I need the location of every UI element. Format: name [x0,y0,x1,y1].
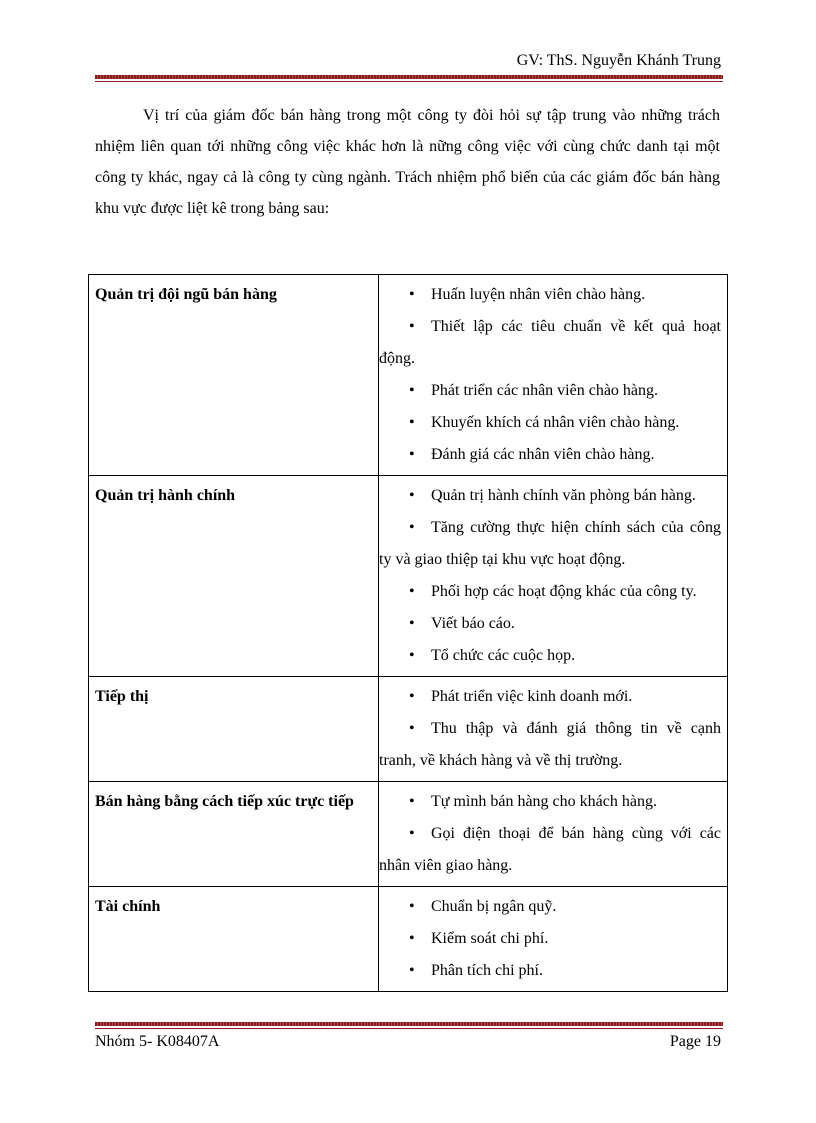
list-item [379,713,721,777]
bullet-icon: • [409,615,415,632]
bullet-icon: • [409,930,415,947]
bullet-icon: • [409,519,415,536]
list-item-text: Chuẩn bị ngân quỹ. [431,898,557,915]
list-item [379,640,721,672]
items-cell [379,275,728,476]
category-cell [89,275,379,476]
bullet-icon: • [409,487,415,504]
bullet-icon: • [409,962,415,979]
category-cell [89,476,379,677]
table-row [89,782,728,887]
bullet-icon: • [409,414,415,431]
items-cell [379,887,728,992]
list-item-text: Thiết lập các tiêu chuẩn về kết quả hoạt động. [379,318,721,367]
list-item [379,407,721,439]
category-label: Bán hàng bằng cách tiếp xúc trực tiếp [95,793,354,810]
list-item-text: Gọi điện thoại để bán hàng cùng với các nhân viên giao hàng. [379,825,721,874]
list-item [379,279,721,311]
list-item-text: Phân tích chi phí. [431,962,543,979]
table-row [89,476,728,677]
bullet-icon: • [409,898,415,915]
footer-divider [95,1022,723,1029]
list-item-text: Kiểm soát chi phí. [431,930,549,947]
responsibilities-table [88,274,728,992]
category-cell [89,782,379,887]
list-item-text: Phát triển việc kinh doanh mới. [431,688,633,705]
category-label: Quản trị đội ngũ bán hàng [95,286,277,303]
list-item [379,786,721,818]
items-cell [379,677,728,782]
bullet-icon: • [409,793,415,810]
bullet-icon: • [409,318,415,335]
table-row [89,887,728,992]
list-item-text: Thu thập và đánh giá thông tin về cạnh tranh, về khách hàng và về thị trường. [379,720,721,769]
category-cell [89,677,379,782]
header-divider [95,75,723,82]
list-item-text: Khuyến khích cá nhân viên chào hàng. [431,414,680,431]
intro-paragraph: Vị trí của giám đốc bán hàng trong một công ty đòi hỏi sự tập trung vào những trách nhiệm liên quan tới những công việc khác hơn là nững công việc với cùng chức danh tại một công ty khác, ngay cả là công ty cùng ngành. Trách nhiệm phổ biến của các giám đốc bán hàng khu vực được liệt kê trong bảng sau: [95,107,720,217]
category-label: Quản trị hành chính [95,487,236,504]
list-item-text: Huấn luyện nhân viên chào hàng. [431,286,646,303]
list-item [379,608,721,640]
items-cell [379,476,728,677]
page-header: GV: ThS. Nguyễn Khánh Trung [516,52,721,69]
list-item [379,512,721,576]
list-item [379,439,721,471]
list-item-text: Phối hợp các hoạt động khác của công ty. [431,583,697,600]
list-item-text: Quản trị hành chính văn phòng bán hàng. [431,487,696,504]
bullet-icon: • [409,720,415,737]
list-item-text: Phát triển các nhân viên chào hàng. [431,382,659,399]
footer-group-label: Nhóm 5- K08407A [95,1033,220,1050]
list-item [379,576,721,608]
footer-page-number: Page 19 [669,1033,721,1050]
list-item [379,818,721,882]
list-item [379,480,721,512]
bullet-icon: • [409,382,415,399]
bullet-icon: • [409,286,415,303]
list-item-text: Tăng cường thực hiện chính sách của công ty và giao thiệp tại khu vực hoạt động. [379,519,721,568]
list-item [379,681,721,713]
table-row [89,275,728,476]
list-item-text: Tự mình bán hàng cho khách hàng. [431,793,657,810]
bullet-icon: • [409,825,415,842]
list-item [379,923,721,955]
bullet-icon: • [409,647,415,664]
items-cell [379,782,728,887]
list-item [379,375,721,407]
list-item-text: Viết báo cáo. [431,615,515,632]
list-item [379,891,721,923]
list-item [379,311,721,375]
bullet-icon: • [409,583,415,600]
category-cell [89,887,379,992]
bullet-icon: • [409,688,415,705]
category-label: Tài chính [95,898,161,915]
category-label: Tiếp thị [95,688,149,705]
table-row [89,677,728,782]
list-item-text: Tổ chức các cuộc họp. [431,647,576,664]
list-item-text: Đánh giá các nhân viên chào hàng. [431,446,655,463]
list-item [379,955,721,987]
bullet-icon: • [409,446,415,463]
